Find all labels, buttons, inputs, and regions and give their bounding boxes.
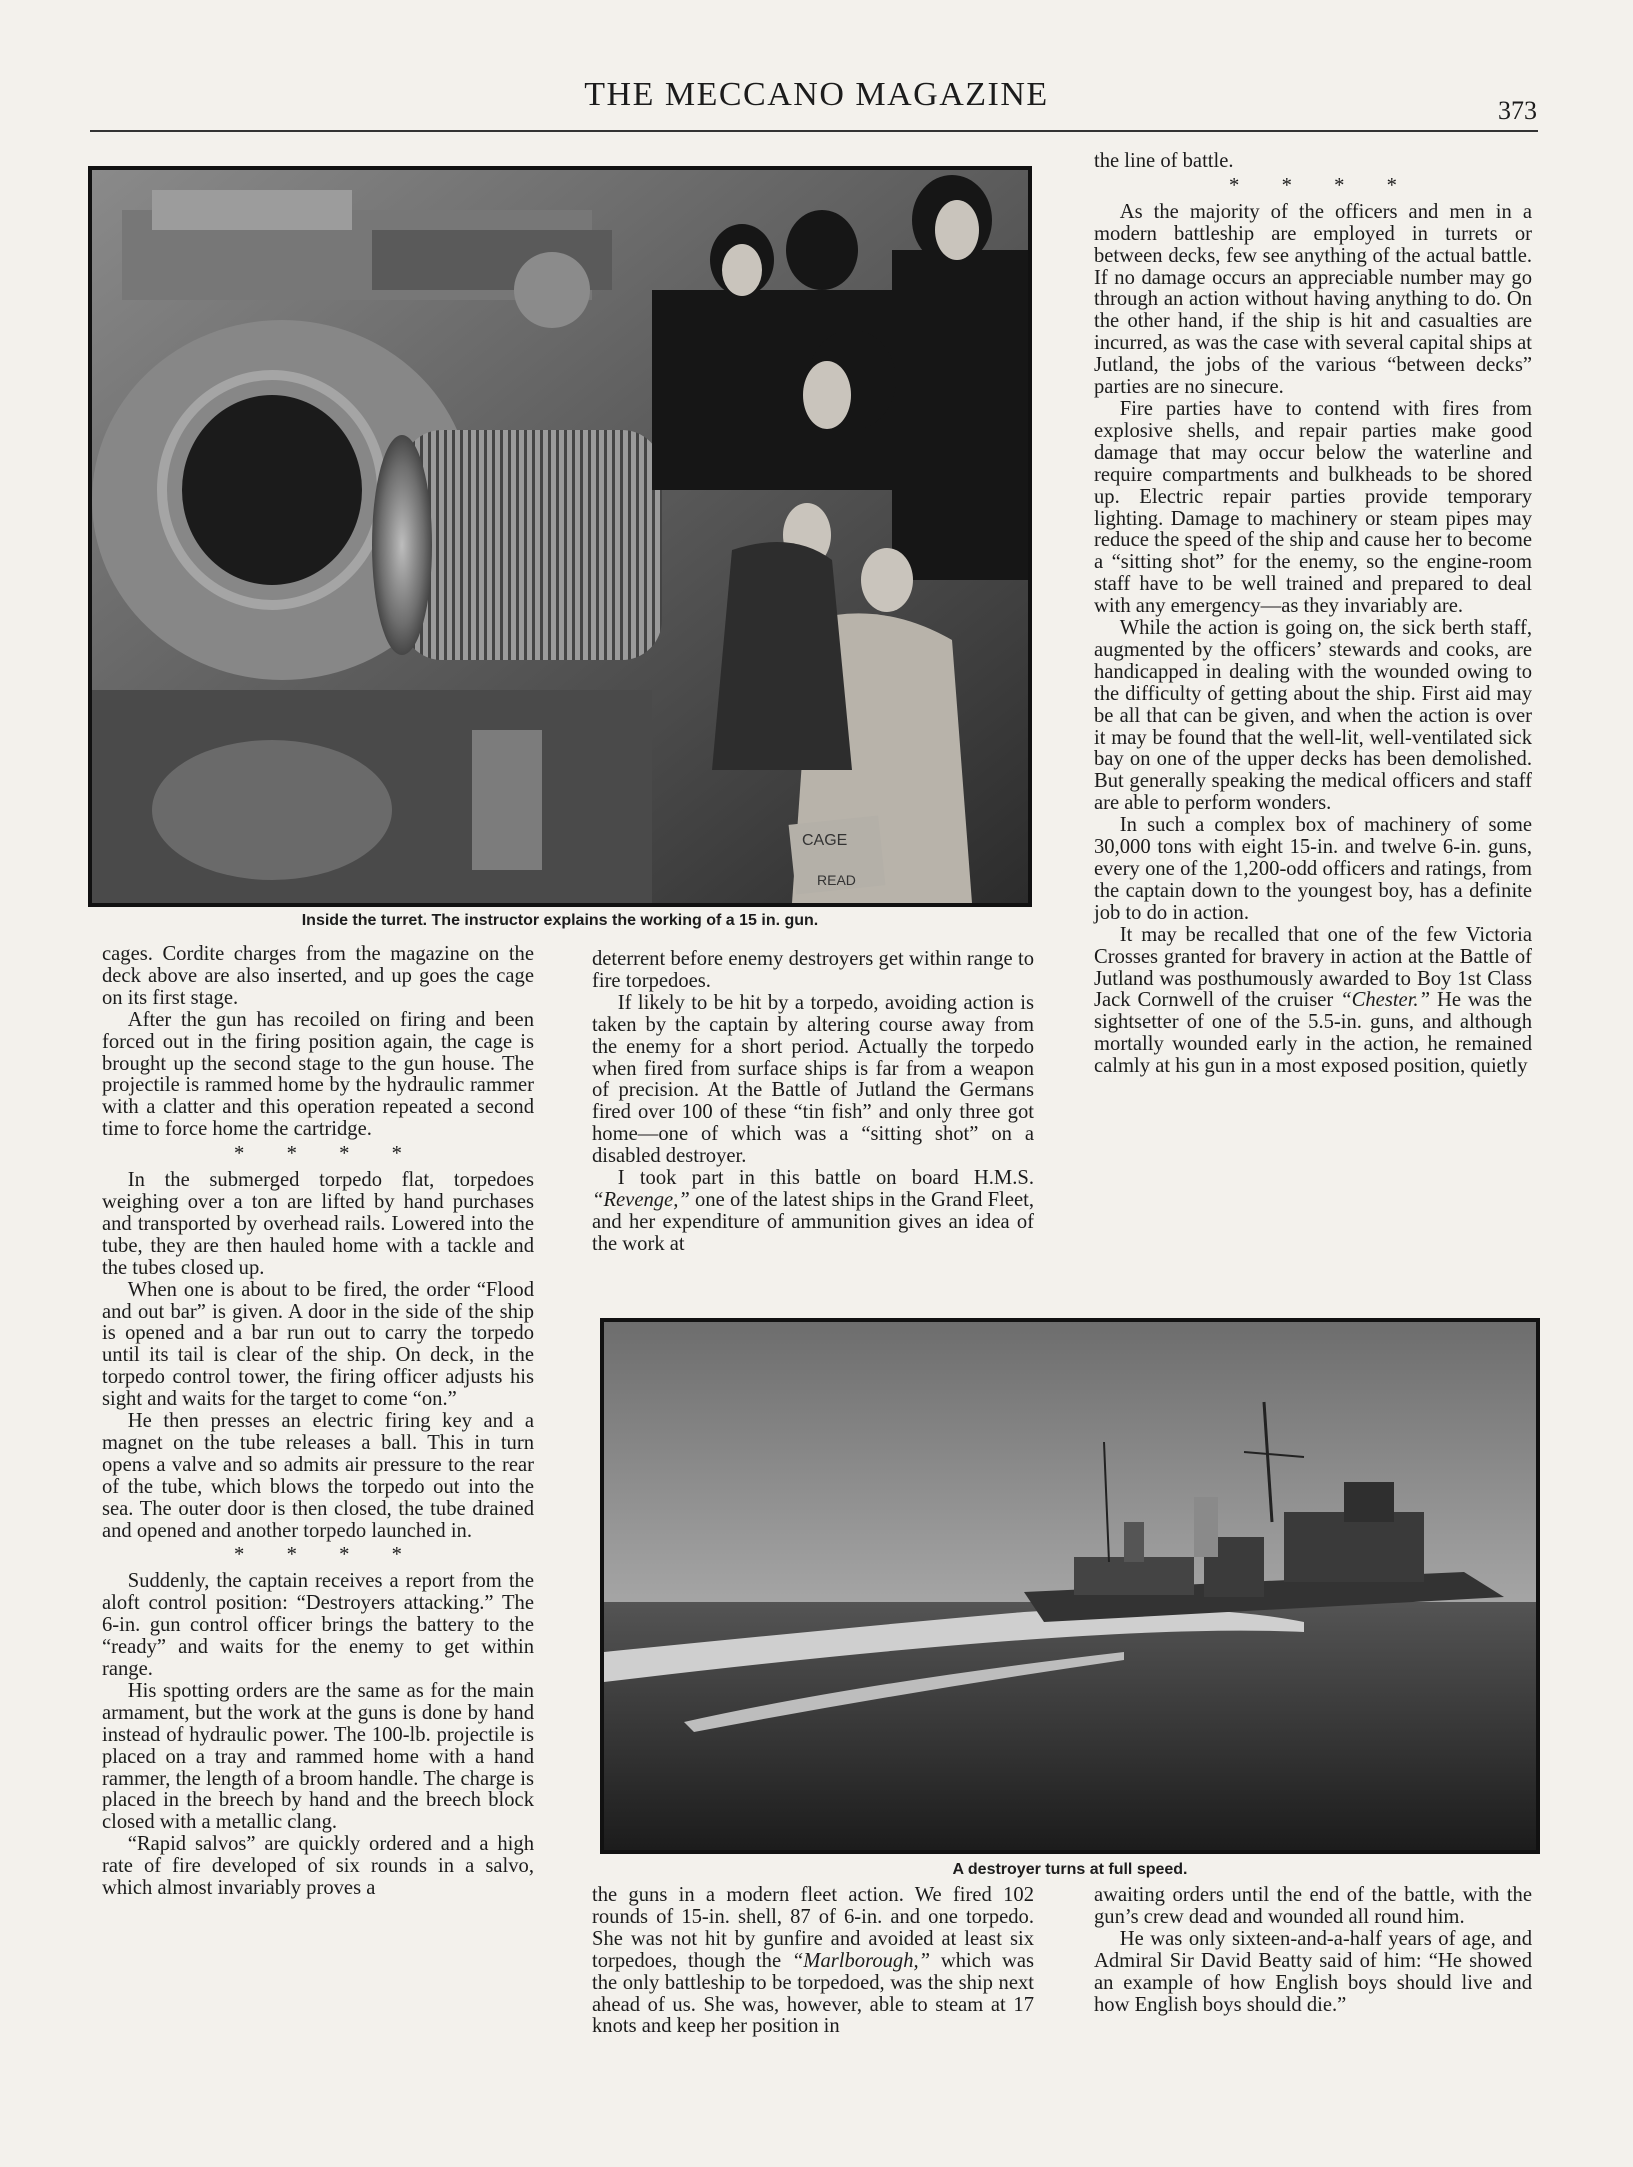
section-divider: * * * *	[234, 1143, 421, 1166]
magazine-title: THE MECCANO MAGAZINE	[584, 76, 1049, 113]
destroyer-photo-illustration	[604, 1322, 1536, 1850]
paragraph: cages. Cordite charges from the magazine on the deck above are also inserted, and up goes the cage on its first stage.	[102, 943, 534, 1009]
paragraph	[1094, 925, 1532, 1078]
paragraph: His spotting orders are the same as for the main armament, but the work at the guns is done by hand instead of hydraulic power. The 100-lb. projectile is placed on a tray and rammed home with a hand rammer, the length of a broom handle. The charge is placed in the breech by hand and the breech block closed with a metallic clang.	[102, 1679, 534, 1834]
paragraph: awaiting orders until the end of the battle, with the gun’s crew dead and wounded all round him.	[1094, 1884, 1532, 1928]
header-rule	[90, 130, 1538, 132]
article-column-right-bottom	[1094, 1885, 1532, 2016]
paragraph: After the gun has recoiled on firing and been forced out in the firing position again, the cage is brought up the second stage to the gun house. The projectile is rammed home by the hydraulic rammer with a clatter and this operation repeated a second time to force home the cartridge.	[102, 1008, 534, 1141]
paragraph: In the submerged torpedo flat, torpedoes weighing over a ton are lifted by hand purchases and transported by overhead rails. Lowered into the tube, they are then hauled home with a tackle and the tubes closed up.	[102, 1169, 534, 1279]
article-column-middle-bottom	[592, 1885, 1034, 2038]
paragraph: the line of battle.	[1094, 150, 1234, 172]
paragraph: “Rapid salvos” are quickly ordered and a high rate of fire developed of six rounds in a salvo, which almost invariably proves a	[102, 1833, 534, 1900]
ready-stencil-text: READ	[817, 872, 856, 888]
paragraph	[592, 1168, 1034, 1256]
text-run: It may be recalled that one of the few Victoria Crosses granted for bravery in action at the Battle of Jutland was posthumously awarded to Boy 1st Class Jack Cornwell of the cruiser	[1094, 923, 1532, 1012]
paragraph: While the action is going on, the sick berth staff, augmented by the officers’ stewards and cooks, are handicapped in dealing with the wounded owing to the difficulty of getting about the ship. First aid may be all that can be given, and when the action is over it may be found that the well-lit, well-ventilated sick bay on one of the upper decks has been demolished. But generally speaking the medical officers and staff are able to perform wonders.	[1094, 617, 1532, 815]
article-column-left	[102, 944, 534, 1900]
paragraph: He then presses an electric firing key and a magnet on the tube releases a ball. This in turn opens a valve and so admits air pressure to the rear of the tube, which blows the torpedo out into the sea. The outer door is then closed, the tube drained and opened and another torpedo launched in.	[102, 1410, 534, 1542]
paragraph: deterrent before enemy destroyers get within range to fire torpedoes.	[592, 948, 1034, 992]
paragraph: When one is about to be fired, the order “Flood and out bar” is given. A door in the side of the ship is opened and a bar run out to carry the torpedo until its tail is clear of the ship. On deck, in the torpedo control tower, the firing officer adjusts his sight and waits for the target to come “on.”	[102, 1278, 534, 1411]
paragraph	[592, 1885, 1034, 2038]
paragraph: In such a complex box of machinery of some 30,000 tons with eight 15-in. and twelve 6-in. guns, every one of the 1,200-odd officers and ratings, from the captain down to the youngest boy, has a definite job to do in action.	[1094, 814, 1532, 924]
article-column-right-top	[1094, 151, 1532, 1078]
article-column-middle-top	[592, 949, 1034, 1256]
section-divider: * * * *	[234, 1544, 421, 1567]
ship-name: “Marlborough,”	[791, 1949, 931, 1972]
turret-photo	[88, 166, 1032, 907]
paragraph: As the majority of the officers and men in a modern battleship are employed in turrets or between decks, few see anything of the actual battle. If no damage occurs an appreciable number may go through an action without having anything to do. On the other hand, if the ship is hit and casualties are incurred, as was the case with several capital ships at Jutland, the jobs of the various “between decks” parties are no sinecure.	[1094, 200, 1532, 399]
page-number: 373	[1498, 96, 1537, 125]
text-run: one of the latest ships in the Grand Fleet, and her expenditure of ammunition gives an idea of the work at	[592, 1188, 1034, 1255]
ship-name: “Revenge,”	[592, 1188, 690, 1211]
paragraph: If likely to be hit by a torpedo, avoiding action is taken by the captain by altering course away from the enemy for a short period. Actually the torpedo when fired from surface ships is far from a weapon of precision. At the Battle of Jutland the Germans fired over 100 of these “tin fish” and only three got home—one of which was a “sitting shot” on a disabled destroyer.	[592, 991, 1034, 1168]
destroyer-photo	[600, 1318, 1540, 1854]
text-run: He was the sightsetter of one of the 5.5-in. guns, and although mortally wounded early in the action, he remained calmly at his gun in a most exposed position, quietly	[1094, 989, 1532, 1078]
text-run: I took part in this battle on board H.M.S.	[617, 1167, 1034, 1190]
turret-photo-caption: Inside the turret. The instructor explains the working of a 15 in. gun.	[301, 912, 819, 929]
text-run: the guns in a modern fleet action. We fired 102 rounds of 15-in. shell, 87 of 6-in. and one torpedo. She was not hit by gunfire and avoided at least six torpedoes, though the	[592, 1884, 1034, 1972]
text-run: which was the only battleship to be torpedoed, was the ship next ahead of us. She was, however, able to steam at 17 knots and keep her position in	[592, 1949, 1034, 2038]
paragraph: He was only sixteen-and-a-half years of age, and Admiral Sir David Beatty said of him: “He showed an example of how English boys should live and how English boys should die.”	[1094, 1927, 1532, 2016]
section-divider: * * * *	[1229, 174, 1416, 197]
cage-stencil-text: CAGE	[802, 832, 848, 849]
ship-name: “Chester.”	[1340, 989, 1431, 1012]
paragraph: Suddenly, the captain receives a report from the aloft control position: “Destroyers attacking.” The 6-in. gun control officer brings the battery to the “ready” and waits for the enemy to get within range.	[102, 1570, 534, 1680]
paragraph: Fire parties have to contend with fires from explosive shells, and repair parties make good damage that may occur below the waterline and require compartments and bulkheads to be shored up. Electric repair parties provide temporary lighting. Damage to machinery or steam pipes may reduce the speed of the ship and cause her to become a “sitting shot” for the enemy, so the engine-room staff have to be well trained and prepared to deal with any emergency—as they invariably are.	[1094, 397, 1532, 618]
turret-photo-illustration	[92, 170, 1028, 903]
destroyer-photo-caption: A destroyer turns at full speed.	[952, 1861, 1188, 1878]
